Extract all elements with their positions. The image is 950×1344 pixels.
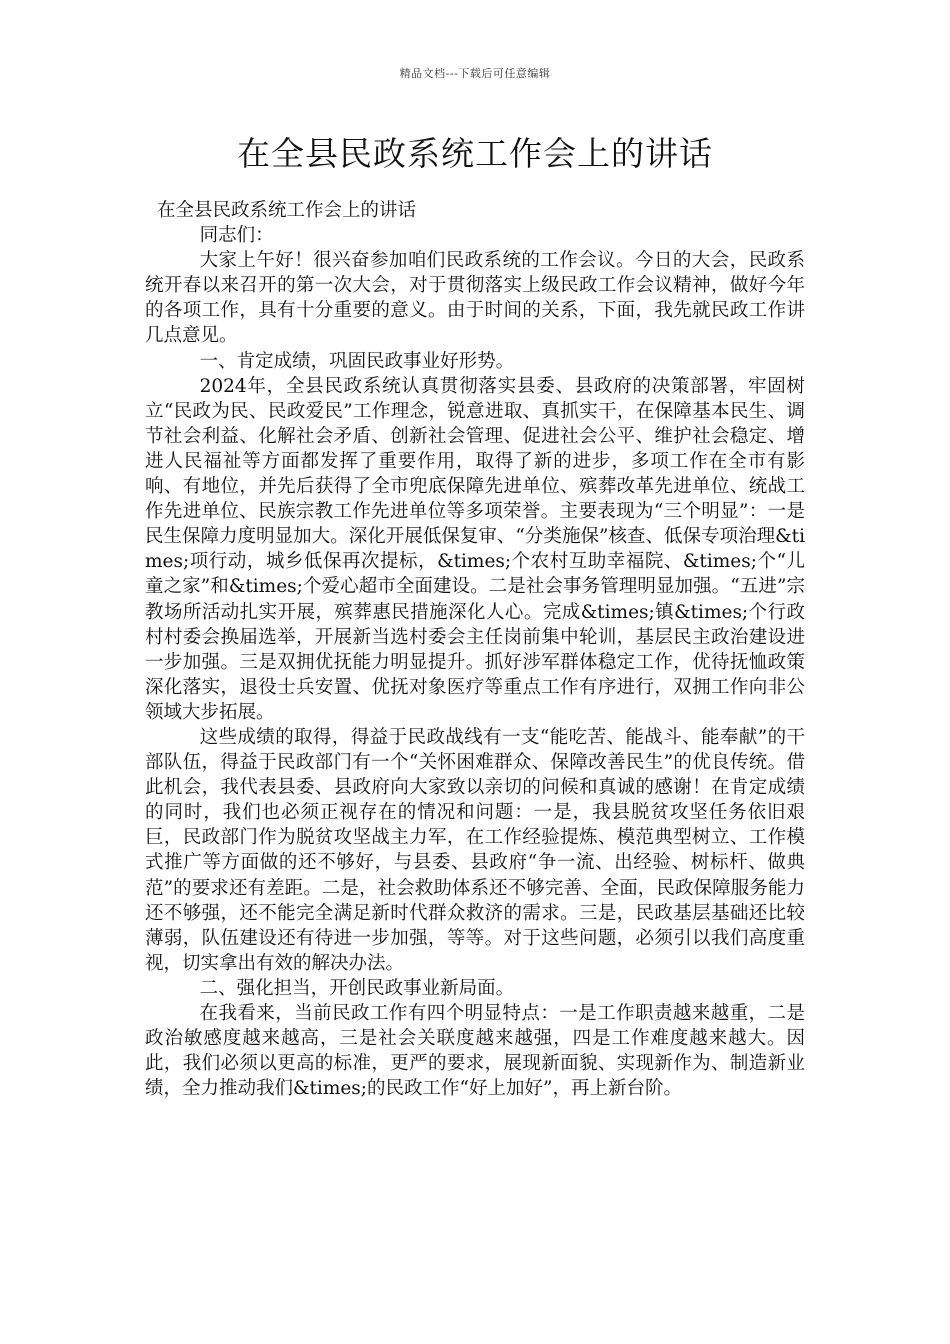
paragraph-intro: 大家上午好！很兴奋参加咱们民政系统的工作会议。今日的大会，民政系统开春以来召开的第一次大会，对于贯彻落实上级民政工作会议精神，做好今年的各项工作，具有十分重要的意义。由于时间的关系，下面，我先就民政工作讲几点意见。 bbox=[145, 250, 805, 347]
body-subtitle: 在全县民政系统工作会上的讲话 bbox=[157, 200, 417, 221]
paragraph-problems: 这些成绩的取得，得益于民政战线有一支“能吃苦、能战斗、能奉献”的干部队伍，得益于民政部门有一个“关怀困难群众、保障改善民生”的优良传统。借此机会，我代表县委、县政府向大家致以亲切的问候和真诚的感谢！在肯定成绩的同时，我们也必须正视存在的情况和问题：一是，我县脱贫攻坚任务依旧艰巨，民政部门作为脱贫攻坚战主力军，在工作经验提炼、模范典型树立、工作模式推广等方面做的还不够好，与县委、县政府“争一流、出经验、树标杆、做典范”的要求还有差距。二是，社会救助体系还不够完善、全面，民政保障服务能力还不够强，还不能完全满足新时代群众救济的需求。三是，民政基层基础还比较薄弱，队伍建设还有待进一步加强，等等。对于这些问题，必须引以我们高度重视，切实拿出有效的解决办法。 bbox=[145, 726, 805, 974]
paragraph-features: 在我看来，当前民政工作有四个明显特点：一是工作职责越来越重，二是政治敏感度越来越高，三是社会关联度越来越强，四是工作难度越来越大。因此，我们必须以更高的标准，更严的要求，展现新面貌、实现新作为、制造新业绩，全力推动我们&times;的民政工作“好上加好”，再上新台阶。 bbox=[145, 1003, 805, 1100]
document-body bbox=[145, 198, 805, 1101]
greeting: 同志们： bbox=[199, 225, 274, 247]
section-heading-1: 一、肯定成绩，巩固民政事业好形势。 bbox=[199, 350, 515, 372]
section-heading-2: 二、强化担当，开创民政事业新局面。 bbox=[199, 977, 515, 999]
header-note: 精品文档---下载后可任意编辑 bbox=[399, 67, 551, 80]
paragraph-achievements: 2024年，全县民政系统认真贯彻落实县委、县政府的决策部署，牢固树立“民政为民、民政爱民”工作理念，锐意进取、真抓实干，在保障基本民生、调节社会利益、化解社会矛盾、创新社会管理、促进社会公平、维护社会稳定、增进人民福祉等方面都发挥了重要作用，取得了新的进步，多项工作在全市有影响、有地位，并先后获得了全市兜底保障先进单位、殡葬改革先进单位、统战工作先进单位、民族宗教工作先进单位等多项荣誉。主要表现为“三个明显”：一是民生保障力度明显加大。深化开展低保复审、“分类施保”核查、低保专项治理&times;项行动，城乡低保再次提标，&times;个农村互助幸福院、&times;个“儿童之家”和&times;个爱心超市全面建设。二是社会事务管理明显加强。“五进”宗教场所活动扎实开展，殡葬惠民措施深化人心。完成&times;镇&times;个行政村村委会换届选举，开展新当选村委会主任岗前集中轮训，基层民主政治建设进一步加强。三是双拥优抚能力明显提升。抓好涉军群体稳定工作，优待抚恤政策深化落实，退役士兵安置、优抚对象医疗等重点工作有序进行，双拥工作向非公领域大步拓展。 bbox=[145, 375, 805, 723]
document-title: 在全县民政系统工作会上的讲话 bbox=[237, 134, 713, 173]
